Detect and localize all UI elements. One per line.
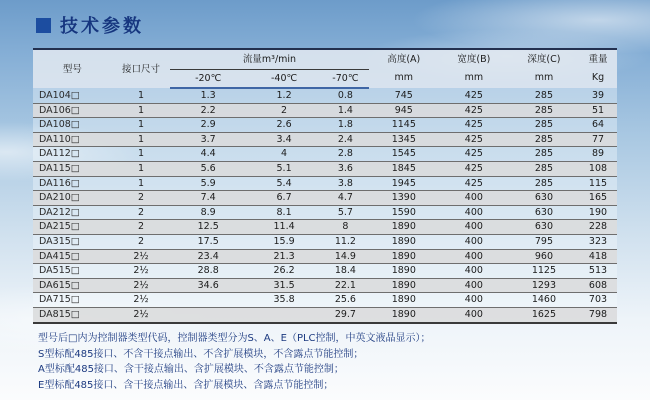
cell-h: 1890 bbox=[369, 249, 439, 264]
col-header-port-size: 接口尺寸 bbox=[112, 49, 170, 88]
cell-f70: 2.4 bbox=[322, 132, 369, 147]
cell-model: DA415□ bbox=[33, 249, 112, 264]
cell-h: 1890 bbox=[369, 307, 439, 322]
cell-w: 400 bbox=[439, 278, 509, 293]
cell-port: 2 bbox=[112, 220, 170, 235]
cell-f40: 5.1 bbox=[246, 161, 322, 176]
cell-model: DA715□ bbox=[33, 293, 112, 308]
col-header-temp-minus40: -40℃ bbox=[246, 70, 322, 89]
cell-h: 1890 bbox=[369, 220, 439, 235]
table-header bbox=[33, 49, 617, 88]
table-row bbox=[33, 103, 617, 118]
unit-kg-label: Kg bbox=[591, 72, 605, 83]
cell-model: DA315□ bbox=[33, 234, 112, 249]
cell-port: 1 bbox=[112, 147, 170, 162]
cell-d: 630 bbox=[509, 191, 579, 206]
cell-port: 1 bbox=[112, 88, 170, 103]
cell-port: 2½ bbox=[112, 249, 170, 264]
page-title-row bbox=[36, 12, 144, 38]
cell-f40: 2.6 bbox=[246, 118, 322, 133]
cell-f70: 29.7 bbox=[322, 307, 369, 322]
cell-model: DA104□ bbox=[33, 88, 112, 103]
cell-d: 630 bbox=[509, 205, 579, 220]
cell-w: 425 bbox=[439, 147, 509, 162]
cell-kg: 323 bbox=[579, 234, 617, 249]
cell-kg: 77 bbox=[579, 132, 617, 147]
cell-d: 285 bbox=[509, 118, 579, 133]
cell-h: 1890 bbox=[369, 278, 439, 293]
cell-f20: 4.4 bbox=[170, 147, 246, 162]
cell-f70: 1.4 bbox=[322, 103, 369, 118]
table-row bbox=[33, 249, 617, 264]
cell-f40: 21.3 bbox=[246, 249, 322, 264]
cell-kg: 608 bbox=[579, 278, 617, 293]
cell-model: DA112□ bbox=[33, 147, 112, 162]
footnotes-block bbox=[38, 331, 628, 393]
col-header-flow-group: 流量m³/min bbox=[170, 49, 369, 70]
cell-f20: 3.7 bbox=[170, 132, 246, 147]
cell-f70: 3.8 bbox=[322, 176, 369, 191]
table-row bbox=[33, 88, 617, 103]
page-title: 技术参数 bbox=[60, 16, 144, 37]
cell-f20: 2.2 bbox=[170, 103, 246, 118]
cell-w: 425 bbox=[439, 103, 509, 118]
cell-kg: 115 bbox=[579, 176, 617, 191]
table-row bbox=[33, 220, 617, 235]
cell-f40: 6.7 bbox=[246, 191, 322, 206]
cell-f20: 2.9 bbox=[170, 118, 246, 133]
col-header-temp-minus20: -20℃ bbox=[170, 70, 246, 89]
cell-f40: 26.2 bbox=[246, 264, 322, 279]
cell-f20: 8.9 bbox=[170, 205, 246, 220]
cell-model: DA815□ bbox=[33, 307, 112, 322]
cell-w: 425 bbox=[439, 132, 509, 147]
cell-model: DA108□ bbox=[33, 118, 112, 133]
cell-h: 1890 bbox=[369, 293, 439, 308]
cell-d: 285 bbox=[509, 88, 579, 103]
cell-w: 425 bbox=[439, 161, 509, 176]
cell-kg: 108 bbox=[579, 161, 617, 176]
cell-model: DA210□ bbox=[33, 191, 112, 206]
cell-port: 1 bbox=[112, 103, 170, 118]
cell-w: 400 bbox=[439, 293, 509, 308]
table-row bbox=[33, 278, 617, 293]
cell-w: 400 bbox=[439, 220, 509, 235]
cell-w: 425 bbox=[439, 176, 509, 191]
cell-h: 1945 bbox=[369, 176, 439, 191]
cell-f70: 25.6 bbox=[322, 293, 369, 308]
cell-h: 1390 bbox=[369, 191, 439, 206]
cell-f70: 22.1 bbox=[322, 278, 369, 293]
cell-model: DA215□ bbox=[33, 220, 112, 235]
cell-h: 1890 bbox=[369, 264, 439, 279]
cell-f40: 8.1 bbox=[246, 205, 322, 220]
cell-d: 1460 bbox=[509, 293, 579, 308]
cell-f40: 2 bbox=[246, 103, 322, 118]
cell-f20: 34.6 bbox=[170, 278, 246, 293]
cell-f70: 3.6 bbox=[322, 161, 369, 176]
cell-d: 960 bbox=[509, 249, 579, 264]
cell-kg: 228 bbox=[579, 220, 617, 235]
cell-f20: 23.4 bbox=[170, 249, 246, 264]
cell-model: DA515□ bbox=[33, 264, 112, 279]
title-square-icon bbox=[36, 18, 51, 33]
cell-port: 2½ bbox=[112, 293, 170, 308]
cell-f70: 18.4 bbox=[322, 264, 369, 279]
cell-d: 795 bbox=[509, 234, 579, 249]
cell-h: 1145 bbox=[369, 118, 439, 133]
cell-f40: 4 bbox=[246, 147, 322, 162]
footnote-line: A型标配485接口、含干接点输出、含扩展模块、不含露点节能控制； bbox=[38, 364, 344, 376]
cell-model: DA115□ bbox=[33, 161, 112, 176]
col-header-model: 型号 bbox=[33, 49, 112, 88]
spec-table-body bbox=[33, 88, 617, 323]
table-row bbox=[33, 132, 617, 147]
cell-f20: 12.5 bbox=[170, 220, 246, 235]
cell-f70: 2.8 bbox=[322, 147, 369, 162]
cell-port: 2 bbox=[112, 205, 170, 220]
cell-w: 400 bbox=[439, 191, 509, 206]
table-row bbox=[33, 176, 617, 191]
cell-f20: 7.4 bbox=[170, 191, 246, 206]
cell-kg: 703 bbox=[579, 293, 617, 308]
cell-f20 bbox=[170, 307, 246, 322]
cell-f40: 11.4 bbox=[246, 220, 322, 235]
table-row bbox=[33, 205, 617, 220]
cell-w: 400 bbox=[439, 234, 509, 249]
cell-kg: 190 bbox=[579, 205, 617, 220]
cell-port: 1 bbox=[112, 132, 170, 147]
cell-f20: 17.5 bbox=[170, 234, 246, 249]
cell-f40: 5.4 bbox=[246, 176, 322, 191]
cell-port: 1 bbox=[112, 176, 170, 191]
cell-f20: 5.6 bbox=[170, 161, 246, 176]
col-header-height bbox=[369, 49, 439, 88]
cell-model: DA116□ bbox=[33, 176, 112, 191]
cell-d: 285 bbox=[509, 132, 579, 147]
cell-f70: 0.8 bbox=[322, 88, 369, 103]
cell-kg: 89 bbox=[579, 147, 617, 162]
cell-h: 945 bbox=[369, 103, 439, 118]
cell-kg: 165 bbox=[579, 191, 617, 206]
cell-f70: 5.7 bbox=[322, 205, 369, 220]
cell-d: 285 bbox=[509, 176, 579, 191]
cell-h: 1890 bbox=[369, 234, 439, 249]
cell-w: 400 bbox=[439, 205, 509, 220]
table-row bbox=[33, 293, 617, 308]
cell-f40: 35.8 bbox=[246, 293, 322, 308]
tech-spec-table bbox=[33, 48, 617, 324]
cell-w: 425 bbox=[439, 118, 509, 133]
col-header-height-label: 高度(A) bbox=[387, 54, 421, 65]
cell-w: 400 bbox=[439, 264, 509, 279]
cell-f40 bbox=[246, 307, 322, 322]
cell-w: 400 bbox=[439, 249, 509, 264]
unit-mm-label: mm bbox=[394, 72, 414, 83]
cell-f70: 14.9 bbox=[322, 249, 369, 264]
cell-f40: 1.2 bbox=[246, 88, 322, 103]
col-header-weight bbox=[579, 49, 617, 88]
cell-f40: 15.9 bbox=[246, 234, 322, 249]
cell-h: 1845 bbox=[369, 161, 439, 176]
cell-port: 2 bbox=[112, 234, 170, 249]
cell-f20: 5.9 bbox=[170, 176, 246, 191]
cell-kg: 418 bbox=[579, 249, 617, 264]
cell-kg: 798 bbox=[579, 307, 617, 322]
col-header-width bbox=[439, 49, 509, 88]
cell-port: 1 bbox=[112, 161, 170, 176]
cell-port: 2½ bbox=[112, 278, 170, 293]
cell-d: 285 bbox=[509, 103, 579, 118]
cell-f70: 8 bbox=[322, 220, 369, 235]
cell-d: 1293 bbox=[509, 278, 579, 293]
cell-f20: 28.8 bbox=[170, 264, 246, 279]
cell-model: DA110□ bbox=[33, 132, 112, 147]
col-header-temp-minus70: -70℃ bbox=[322, 70, 369, 89]
cell-h: 1590 bbox=[369, 205, 439, 220]
col-header-depth-label: 深度(C) bbox=[527, 54, 561, 65]
cell-kg: 513 bbox=[579, 264, 617, 279]
cell-d: 1625 bbox=[509, 307, 579, 322]
cell-f40: 31.5 bbox=[246, 278, 322, 293]
cell-d: 630 bbox=[509, 220, 579, 235]
cell-port: 2 bbox=[112, 191, 170, 206]
cell-port: 1 bbox=[112, 118, 170, 133]
cell-f40: 3.4 bbox=[246, 132, 322, 147]
cell-f70: 4.7 bbox=[322, 191, 369, 206]
cell-f70: 1.8 bbox=[322, 118, 369, 133]
table-row bbox=[33, 191, 617, 206]
unit-mm-label: mm bbox=[464, 72, 484, 83]
footnote-line: E型标配485接口、含干接点输出、含扩展模块、含露点节能控制； bbox=[38, 379, 334, 391]
table-row bbox=[33, 307, 617, 322]
col-header-weight-label: 重量 bbox=[588, 54, 608, 65]
table-row bbox=[33, 264, 617, 279]
cell-port: 2½ bbox=[112, 264, 170, 279]
table-row bbox=[33, 161, 617, 176]
footnote-line: 型号后□内为控制器类型代码，控制器类型分为S、A、E（PLC控制，中英文液晶显示）； bbox=[38, 333, 431, 344]
cell-f20: 1.3 bbox=[170, 88, 246, 103]
cell-model: DA212□ bbox=[33, 205, 112, 220]
cell-w: 400 bbox=[439, 307, 509, 322]
cell-model: DA615□ bbox=[33, 278, 112, 293]
cell-w: 425 bbox=[439, 88, 509, 103]
cell-d: 1125 bbox=[509, 264, 579, 279]
cell-f70: 11.2 bbox=[322, 234, 369, 249]
cell-h: 1545 bbox=[369, 147, 439, 162]
table-row bbox=[33, 234, 617, 249]
cell-kg: 64 bbox=[579, 118, 617, 133]
cell-model: DA106□ bbox=[33, 103, 112, 118]
cell-port: 2½ bbox=[112, 307, 170, 322]
unit-mm-label: mm bbox=[534, 72, 554, 83]
col-header-depth bbox=[509, 49, 579, 88]
cell-d: 285 bbox=[509, 147, 579, 162]
col-header-width-label: 宽度(B) bbox=[457, 54, 491, 65]
cell-kg: 51 bbox=[579, 103, 617, 118]
cell-h: 1345 bbox=[369, 132, 439, 147]
table-row bbox=[33, 147, 617, 162]
footnote-line: S型标配485接口、不含干接点输出、不含扩展模块，不含露点节能控制； bbox=[38, 348, 364, 360]
cell-h: 745 bbox=[369, 88, 439, 103]
table-row bbox=[33, 118, 617, 133]
cell-kg: 39 bbox=[579, 88, 617, 103]
cell-f20 bbox=[170, 293, 246, 308]
cell-d: 285 bbox=[509, 161, 579, 176]
